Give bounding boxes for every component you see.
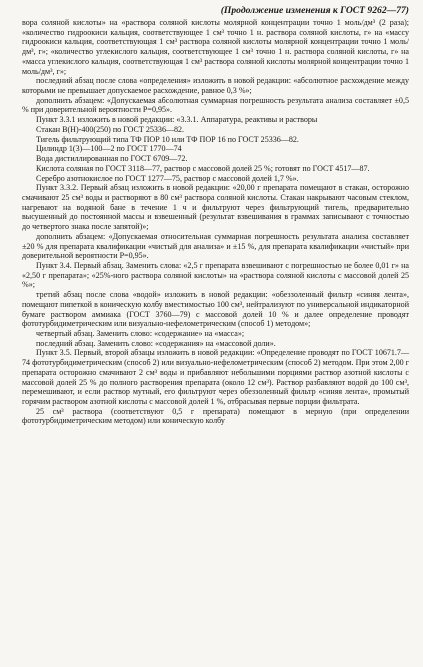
paragraph: дополнить абзацем: «Допускаемая относительная суммарная погрешность результата анализа составляет ±20 % для препарата квалификации «чистый для анализа» и ±15 %, для препарата квалификации «чистый» при доверительной вероятности P=0,95».	[22, 231, 409, 261]
paragraph: Стакан В(Н)-400(250) по ГОСТ 25336—82.	[36, 124, 185, 134]
paragraph: Пункт 3.3.1 изложить в новой редакции: «3.3.1. Аппаратура, реактивы и растворы	[36, 115, 318, 125]
page-header: (Продолжение изменения к ГОСТ 9262—77)	[220, 5, 409, 16]
paragraph: последний абзац после слова «определения» изложить в новой редакции: «абсолютное расхождение между которыми не превышает допускаемое расхождение, равное 0,3 %»;	[22, 76, 409, 96]
paragraph: третий абзац после слова «водой» изложить в новой редакции: «обеззоленный фильтр «синяя лента», помещают пипеткой в коническую колбу вместимостью 100 см³, нейтрализуют по универсальной индикаторной бумаге раствором аммиака (ГОСТ 3760—79) с массовой долей 10 % и далее определение проводят фототурбидиметрическим или визуально-нефелометрическим (способ 1) методом»;	[22, 290, 409, 329]
paragraph: Цилиндр 1(3)—100—2 по ГОСТ 1770—74	[36, 144, 182, 154]
paragraph: последний абзац. Заменить слово: «содержания» на «массовой доли».	[36, 338, 276, 348]
paragraph: Кислота соляная по ГОСТ 3118—77, раствор с массовой долей 25 %; готовят по ГОСТ 4517—87.	[36, 163, 370, 173]
paragraph: Тигель фильтрующий типа ТФ ПОР 10 или ТФ ПОР 16 по ГОСТ 25336—82.	[36, 134, 299, 144]
paragraph: четвертый абзац. Заменить слово: «содержание» на «масса»;	[36, 329, 245, 338]
document-body	[22, 18, 409, 426]
paragraph: 25 см³ раствора (соответствуют 0,5 г препарата) помещают в мерную (при определении фототурбидиметрическим методом) или коническую колбу	[22, 406, 409, 426]
paragraph: вора соляной кислоты» на «раствора соляной кислоты молярной концентрации точно 1 моль/дм³ (2 раза); «количество гидроокиси кальция, соответствующее 1 см³ точно 1 н. раствора соляной кислоты, г» на «массу гидроокиси кальция, соответствующая 1 см³ раствора соляной кислоты молярной концентрации точно 1 моль/дм³, г»; «количество углекислого кальция, соответствующее 1 см³ точно 1 н. раствора соляной кислоты, г» на «масса углекислого кальция, соответствующая 1 см³ раствора соляной кислоты молярной концентрации точно 1 моль/дм³, г»;	[22, 18, 409, 76]
paragraph: Серебро азотнокислое по ГОСТ 1277—75, раствор с массовой долей 1,7 %».	[36, 173, 299, 183]
paragraph: Пункт 3.5. Первый, второй абзацы изложить в новой редакции: «Определение проводят по ГОСТ 10671.7—74 фототурбидиметрическим (способ 2) или визуально-нефелометрическим (способ 2) методом. При этом 2,00 г препарата осторожно смачивают 2 см³ воды и прибавляют небольшими порциями раствор азотной кислоты с массовой долей 25 % до полного растворения препарата (около 12 см³). Раствор разбавляют водой до 100 см³, перемешивают, и если раствор мутный, его фильтруют через обеззоленный фильтр «синяя лента», промытый горячим раствором азотной кислоты с массовой долей 1 %, отбрасывая первые порции фильтрата.	[22, 348, 409, 407]
paragraph: дополнить абзацем: «Допускаемая абсолютная суммарная погрешность результата анализа составляет ±0,5 % при доверительной вероятности P=0,95».	[22, 95, 409, 115]
paragraph: Пункт 3.4. Первый абзац. Заменить слова: «2,5 г препарата взвешивают с погрешностью не более 0,01 г» на «2,50 г препарата»; «25%-ного раствора соляной кислоты» на «раствора соляной кислоты с массовой долей 25 %»;	[22, 260, 409, 290]
paragraph: Пункт 3.3.2. Первый абзац изложить в новой редакции: «20,00 г препарата помещают в стакан, осторожно смачивают 25 см³ воды и растворяют в 80 см³ раствора соляной кислоты. Стакан накрывают часовым стеклом, нагревают на водяной бане в течение 1 ч и фильтруют через фильтрующий тигель, предварительно высушенный до постоянной массы и взвешенный (результат взвешивания в граммах записывают с точностью до четвертого знака после запятой)»;	[22, 183, 409, 232]
paragraph: Вода дистиллированная по ГОСТ 6709—72.	[36, 154, 188, 164]
